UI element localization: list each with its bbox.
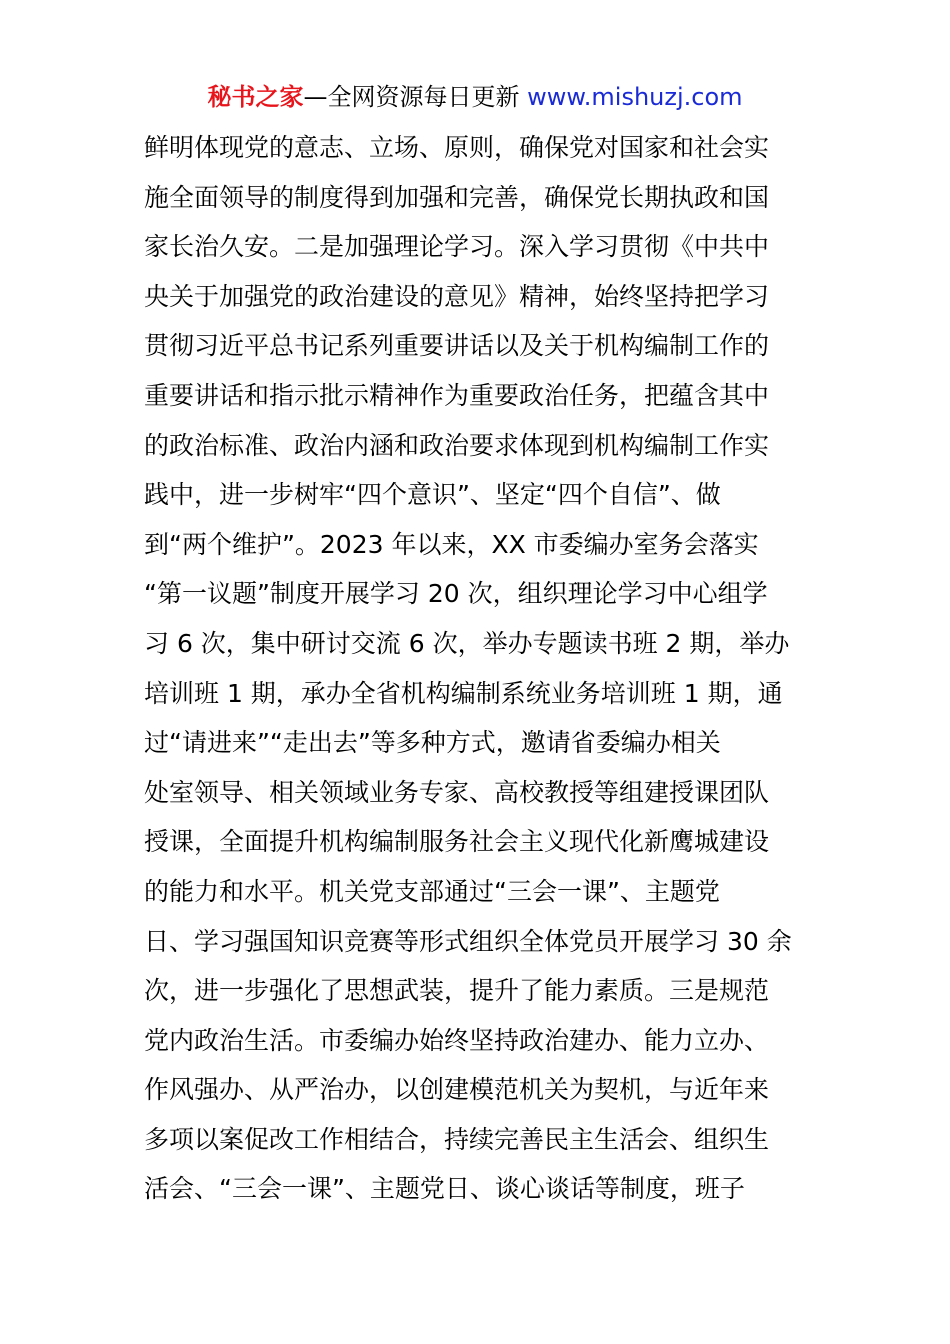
text-line: 次，进一步强化了思想武装，提升了能力素质。三是规范 — [144, 976, 770, 1006]
site-url-link[interactable]: www.mishuzj.com — [527, 83, 743, 111]
text-line: 处室领导、相关领域业务专家、高校教授等组建授课团队 — [144, 777, 770, 807]
text-line: 过“请进来”“走出去”等多种方式，邀请省委编办相关 — [144, 728, 721, 758]
site-brand: 秘书之家 — [207, 83, 304, 111]
text-line: 重要讲话和指示批示精神作为重要政治任务，把蕴含其中 — [144, 380, 770, 410]
text-line: 习 6 次，集中研讨交流 6 次，举办专题读书班 2 期，举办 — [144, 628, 790, 658]
text-line: 日、学习强国知识竞赛等形式组织全体党员开展学习 30 余 — [144, 926, 792, 956]
text-line: 党内政治生活。市委编办始终坚持政治建办、能力立办、 — [144, 1025, 770, 1055]
text-line: 活会、“三会一课”、主题党日、谈心谈话等制度，班子 — [144, 1174, 745, 1204]
text-line: 践中，进一步树牢“四个意识”、坚定“四个自信”、做 — [144, 480, 721, 510]
text-line: 的政治标准、政治内涵和政治要求体现到机构编制工作实 — [144, 430, 770, 460]
text-line: 的能力和水平。机关党支部通过“三会一课”、主题党 — [144, 876, 720, 906]
text-line: 授课，全面提升机构编制服务社会主义现代化新鹰城建设 — [144, 827, 770, 857]
text-line: “第一议题”制度开展学习 20 次，组织理论学习中心组学 — [144, 579, 768, 609]
text-line: 贯彻习近平总书记系列重要讲话以及关于机构编制工作的 — [144, 331, 770, 361]
text-line: 培训班 1 期，承办全省机构编制系统业务培训班 1 期，通 — [144, 678, 783, 708]
text-line: 施全面领导的制度得到加强和完善，确保党长期执政和国 — [144, 182, 770, 212]
text-line: 到“两个维护”。2023 年以来，XX 市委编办室务会落实 — [144, 529, 759, 559]
page-header — [0, 80, 950, 114]
text-line: 家长治久安。二是加强理论学习。深入学习贯彻《中共中 — [144, 232, 770, 262]
text-line: 作风强办、从严治办，以创建模范机关为契机，与近年来 — [144, 1075, 770, 1105]
site-tagline: —全网资源每日更新 — [303, 83, 528, 111]
text-line: 多项以案促改工作相结合，持续完善民主生活会、组织生 — [144, 1124, 770, 1154]
text-line: 鲜明体现党的意志、立场、原则，确保党对国家和社会实 — [144, 133, 770, 162]
text-line: 央关于加强党的政治建设的意见》精神，始终坚持把学习 — [144, 281, 770, 311]
document-body — [144, 123, 814, 1214]
